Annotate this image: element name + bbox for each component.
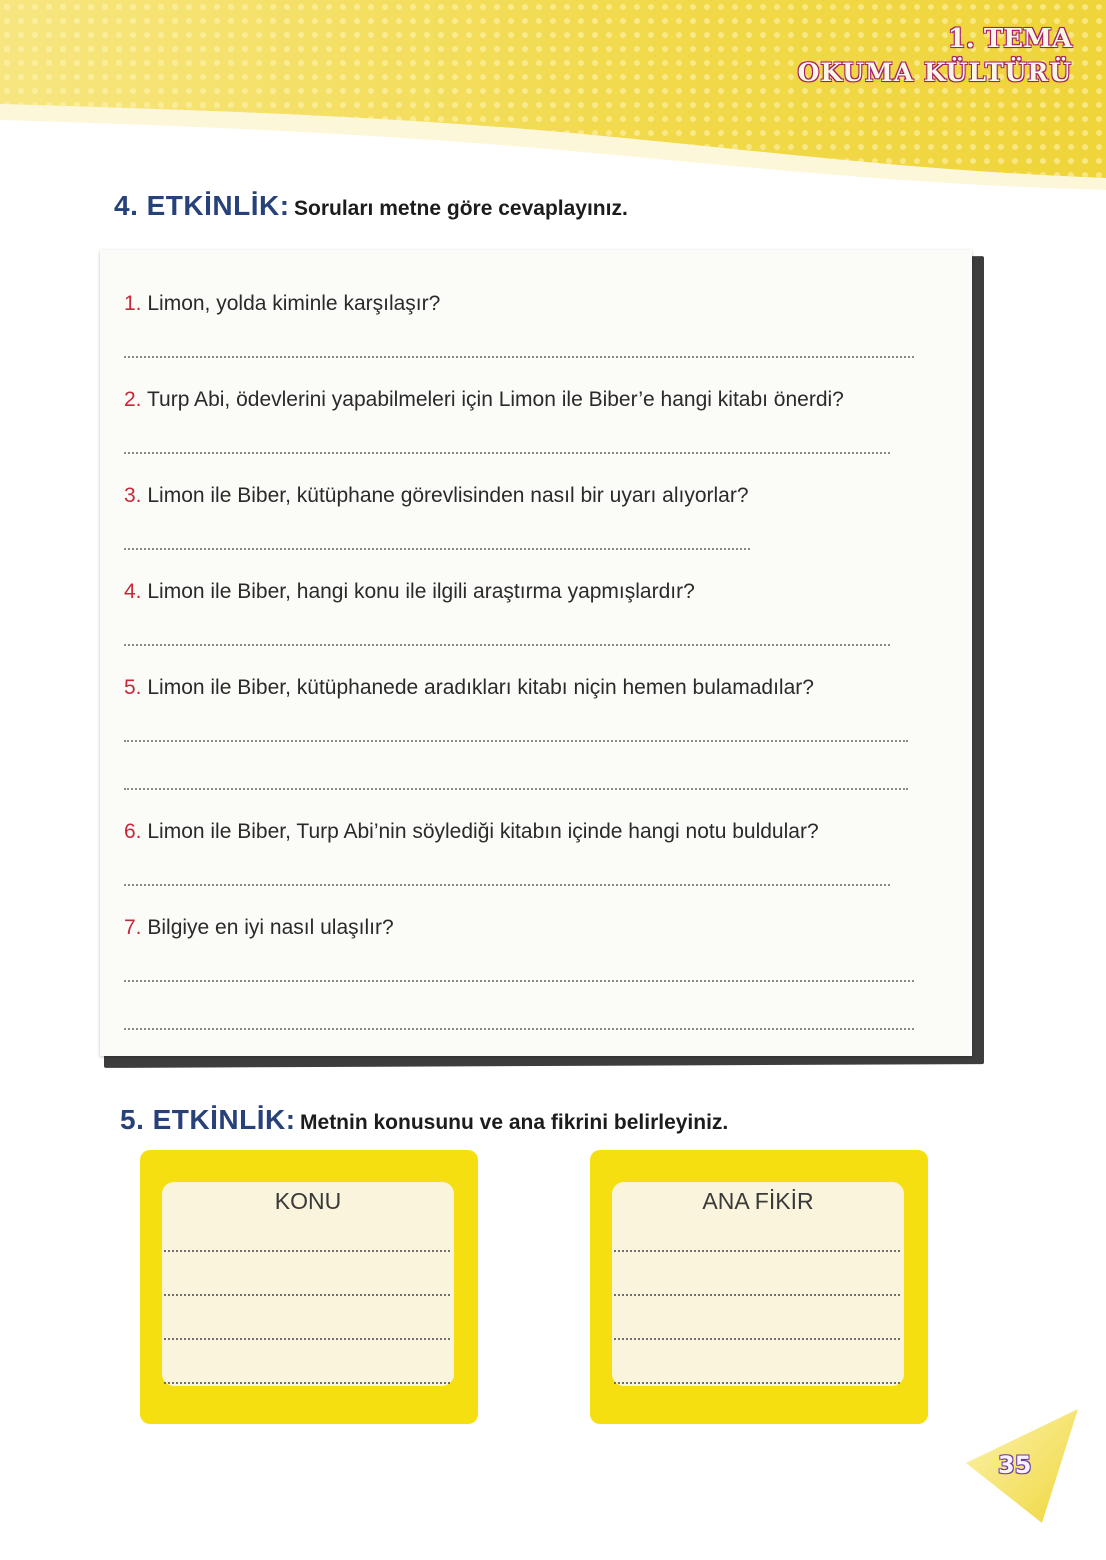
- answer-line[interactable]: [124, 356, 914, 358]
- answer-line[interactable]: [124, 788, 908, 790]
- question-4: [124, 580, 695, 604]
- question-1: [124, 292, 440, 316]
- main-idea-box-inner: [612, 1182, 904, 1386]
- question-number: 4.: [124, 580, 142, 603]
- question-text: Limon ile Biber, kütüphanede aradıkları kitabı niçin hemen bulamadılar?: [147, 676, 814, 699]
- answer-line[interactable]: [124, 884, 890, 886]
- activity-4-instruction: Soruları metne göre cevaplayınız.: [294, 197, 628, 220]
- question-7: [124, 916, 394, 940]
- question-number: 1.: [124, 292, 142, 315]
- question-3: [124, 484, 749, 508]
- answer-line[interactable]: [124, 548, 750, 550]
- question-number: 3.: [124, 484, 142, 507]
- answer-line[interactable]: [614, 1294, 900, 1296]
- question-6: [124, 820, 819, 844]
- theme-title: OKUMA KÜLTÜRÜ: [797, 58, 1072, 87]
- theme-number: 1. TEMA: [947, 24, 1072, 54]
- question-text: Bilgiye en iyi nasıl ulaşılır?: [147, 916, 394, 939]
- answer-line[interactable]: [164, 1250, 450, 1252]
- answer-line[interactable]: [124, 980, 914, 982]
- answer-line[interactable]: [164, 1382, 450, 1384]
- page-number-badge: [958, 1405, 1084, 1525]
- topic-box-title: KONU: [274, 1188, 342, 1214]
- answer-line[interactable]: [614, 1338, 900, 1340]
- activity-5-heading: [120, 1104, 728, 1136]
- answer-line[interactable]: [614, 1382, 900, 1384]
- activity-5-label: 5. ETKİNLİK:: [120, 1104, 296, 1135]
- activity-4-label: 4. ETKİNLİK:: [114, 190, 290, 221]
- question-number: 6.: [124, 820, 142, 843]
- question-text: Limon ile Biber, kütüphane görevlisinden nasıl bir uyarı alıyorlar?: [147, 484, 749, 507]
- activity-4-heading: [114, 190, 628, 222]
- main-idea-box-title: ANA FİKİR: [702, 1188, 814, 1214]
- question-text: Limon ile Biber, hangi konu ile ilgili araştırma yapmışlardır?: [147, 580, 695, 603]
- question-number: 7.: [124, 916, 142, 939]
- answer-line[interactable]: [164, 1294, 450, 1296]
- answer-line[interactable]: [124, 740, 908, 742]
- question-number: 2.: [124, 388, 142, 411]
- topic-box-inner: [162, 1182, 454, 1386]
- answer-line[interactable]: [614, 1250, 900, 1252]
- answer-line[interactable]: [124, 1028, 914, 1030]
- page-number: 35: [998, 1451, 1032, 1479]
- activity-5-instruction: Metnin konusunu ve ana fikrini belirleyiniz.: [300, 1111, 729, 1134]
- answer-line[interactable]: [124, 452, 890, 454]
- question-text: Limon ile Biber, Turp Abi’nin söylediği kitabın içinde hangi notu buldular?: [147, 820, 819, 843]
- answer-line[interactable]: [124, 644, 890, 646]
- main-idea-box: [590, 1150, 928, 1424]
- theme-label: [798, 22, 1072, 90]
- answer-line[interactable]: [164, 1338, 450, 1340]
- question-2: [124, 388, 844, 412]
- question-5: [124, 676, 814, 700]
- topic-box: [140, 1150, 478, 1424]
- question-text: Turp Abi, ödevlerini yapabilmeleri için Limon ile Biber’e hangi kitabı önerdi?: [146, 388, 844, 411]
- question-number: 5.: [124, 676, 142, 699]
- question-text: Limon, yolda kiminle karşılaşır?: [147, 292, 441, 315]
